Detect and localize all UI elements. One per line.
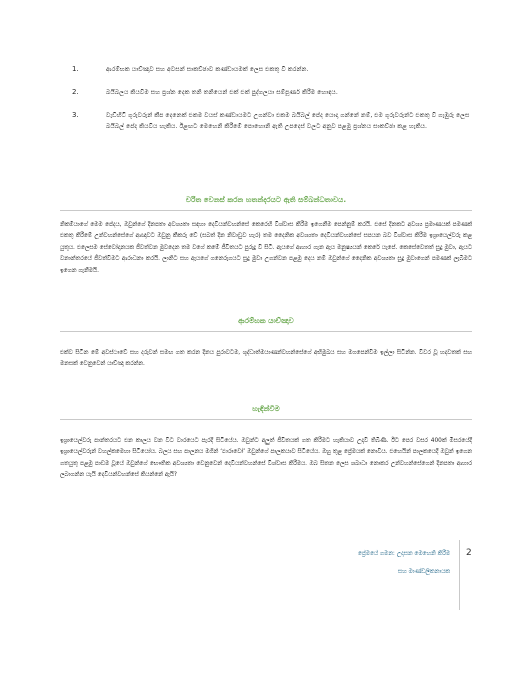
footer-divider xyxy=(459,540,460,610)
list-item xyxy=(72,87,472,98)
section-paragraph-opening-prayer: එක්ව සිටින මේ අවස්ථාවේ සහ දරුවන් සමඟ ගත කරන දිනය පුරාවටම, ශුද්ධාත්මයාණන්වහන්සේගේ අභිමුඛය සහ මගපෙන්වීම ඉල්ලා සිටින්න. විවර වූ හදවතක් සහ මනසක් වෙනුවෙන් යාච්ඤා කරන්න. xyxy=(60,350,472,368)
section-paragraph-introduction: ඉශ්‍රායෙල්වරු පාන්තරයට එන කාලය වන විට වාරයෙට පැරදී සිටියේය. ඔවුන්ට අලුත් ජීවිතයක් ගත කිරීමට හැකියාව උදාවී තිබිණි. ඊට පෙර වසර 400ක් මිසරයේදී ඉශ්‍රායෙල්වරුන් වහල්කමෙහා සිටියෝය. බලය සහ පාලනය මගින් ‘ඵාරාවෝ’ ඔවුන්ගේ පාලකයාව සිටියේය. ඔහු තුළ ප්‍රේමයක් නොවීය. එහෙයින් පාලකයෙදී ඔවුන් ඉගෙන ගතයුතු පළමු පාඩම වූයේ ඔවුන්ගේ භෞතික අවශ්‍යතා වෙනුවෙන් දෙවියන්වහන්සේ විශ්වාස කිරීමය. ඔබ සිතන ලෙස ශබාධා නොකර උන්වහන්සේගෙන් දිනපතා ආහාර ලබාගන්න යැයි දෙවියන්වහන්සේ කියන්නේ ඇයි? xyxy=(60,438,472,479)
page-number: 2 xyxy=(466,548,472,558)
section-divider xyxy=(60,419,472,420)
section-heading-opening-prayer: ආරම්භක යාච්ඤාව xyxy=(238,316,294,325)
footer-title: ප්‍රේමයේ ගමන: උදාසන මෙහෙනි කිරීම xyxy=(357,551,450,557)
list-number: 2. xyxy=(72,88,79,96)
list-item xyxy=(72,64,472,75)
list-text: බයිබලය කියවීම සහ ප්‍රශ්න දෙක තනි තනියෙන් එක් එක් පුද්ගලයා සම්පූර්ණ කිරීම හොඳය. xyxy=(106,89,338,96)
section-paragraph-character-connection: නිකම්යාගේ මෙම පේදය, ඔවුන්ගේ දිනපතා අවශ්‍යතා සඳහා දෙවියන්වහන්සේ කෙරෙහි විශ්වාස කිරීම ඉගෙනීම පෙන්නුම් කරයි. එසේ දිනකට අවශ්‍ය ප්‍රමාණයක් පමණක් එකතු කිරීමේ උන්වහන්සේගේ ආඥාවට ඔවුනු කීකරු වේ (සබත් දින නිවාඩුව හැර) තම දෛනික අවශ්‍යතා දෙවියන්වහන්සේ සපයන බව විශ්වාස කිරීම ඉශ්‍රායෙල්වරු කළ යුතුය. එලෙසම සේවෝදානයක ජීවත්වන මුවදෙන තම වගේ කමේ ජීවිතයට පුරුදු වී සිටී. ඇයගේ ආහාර ගැන ඇය මනුෂ්‍යයන් කෙරේ යැපේ. කෙසේවෙතත් සුදු මුවා, ඇයට වනාන්තරයේ ජීවත්වීමට ආරාධනා කරයි. ලානිට සහ ඇයගේ ගනෙරුගයට සුදු මුවා උගන්වන පළමු දෙය නම් ඔවුන්ගේ දෛනික අවශ්‍යතා සුදු මුවාගෙන් පමණක් ලැබීමට ඉගෙන ගැනීමයි. xyxy=(60,222,472,274)
list-text: ආරම්භක යාච්ඤාව සහ අවසන් සාකච්ඡාව කණ්ඩායමක් ලෙස එකතු වී කරන්න. xyxy=(106,66,309,73)
list-item xyxy=(72,110,472,132)
section-heading-character-connection: චරිත වෙනස් කරන හතන්දරයට ඇති සම්බන්ධතාවය. xyxy=(185,195,347,204)
list-text: වැඩිහිටි ගුරුවරුන් කීප දෙනෙක් එකම වයස් කණ්ඩායමට උගන්වා එකම බයිබල් පේද යොදා ගන්නේ නම්, එම ගුරුවරුන්ට එකතු වී ගැඹුරු ලෙස බයිබල් පේද කියවිය හැකිය. ඊළඟට මෙහෙනි කිරීමේ පොහොනි ඇති උපදෙස් වලට අනුව පළමු ප්‍රශ්නය සාකච්ඡා කළ හැකිය. xyxy=(106,112,470,130)
section-heading-introduction: හැඳින්වීම xyxy=(252,404,280,413)
list-number: 3. xyxy=(72,111,79,119)
section-divider xyxy=(60,210,472,211)
list-number: 1. xyxy=(72,65,79,73)
footer-subtitle: සහ මාණ්ඩලිකනායක xyxy=(397,569,450,575)
instruction-list xyxy=(72,64,472,144)
section-divider xyxy=(60,331,472,332)
